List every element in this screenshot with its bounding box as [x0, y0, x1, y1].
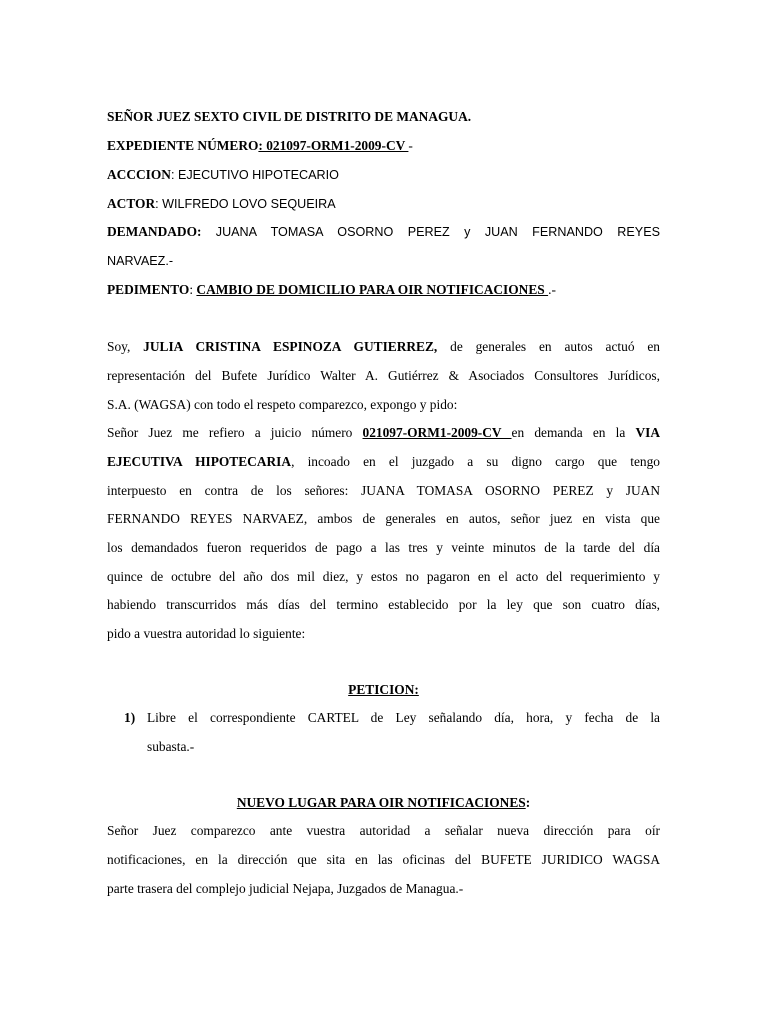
body-p2-line-6: [107, 568, 660, 586]
demandado-label: DEMANDADO:: [107, 224, 202, 239]
demandado-line-2: [107, 252, 667, 270]
p2-line4: FERNANDO REYES NARVAEZ, ambos de generales en autos, señor juez en vista que: [107, 511, 660, 526]
body-p2-line-3: [107, 482, 660, 500]
p2-via: VIA: [635, 425, 660, 440]
p1-soy: Soy,: [107, 339, 131, 354]
court-heading: [107, 108, 667, 126]
peticion-heading-text: PETICION:: [348, 682, 419, 697]
actor-value: : WILFREDO LOVO SEQUEIRA: [155, 197, 336, 211]
p1-rest: de generales en autos actuó en: [450, 339, 661, 354]
nuevo-lugar-line-1: [107, 822, 660, 840]
peticion-item-line-1: [147, 709, 660, 727]
expediente-line: [107, 137, 667, 155]
pedimento-suffix: .-: [548, 282, 556, 297]
peticion-item-text-2: subasta.-: [147, 739, 195, 754]
p1-line3: S.A. (WAGSA) con todo el respeto comparezco, expongo y pido:: [107, 397, 458, 412]
body-p1-line-3: [107, 396, 660, 414]
p2-line3: interpuesto en contra de los señores: JUANA TOMASA OSORNO PEREZ y JUAN: [107, 483, 660, 498]
expediente-label: EXPEDIENTE NÚMERO: [107, 138, 259, 153]
nuevo-lugar-heading: [107, 794, 660, 812]
body-p2-line-4: [107, 510, 660, 528]
p2-line7: habiendo transcurridos más días del termino establecido por la ley que son cuatro días,: [107, 597, 660, 612]
p2-line8: pido a vuestra autoridad lo siguiente:: [107, 626, 306, 641]
nuevo-lugar-text-2: notificaciones, en la dirección que sita en las oficinas del BUFETE JURIDICO WAGSA: [107, 852, 660, 867]
p2-mid: en demanda en la: [511, 425, 636, 440]
court-text: SEÑOR JUEZ SEXTO CIVIL DE DISTRITO DE MANAGUA.: [107, 109, 472, 124]
actor-label: ACTOR: [107, 196, 156, 211]
p1-line2: representación del Bufete Jurídico Walter A. Gutiérrez & Asociados Consultores Jurídicos,: [107, 368, 660, 383]
nuevo-lugar-text-3: parte trasera del complejo judicial Nejapa, Juzgados de Managua.-: [107, 881, 464, 896]
actor-line: [107, 195, 667, 213]
expediente-suffix: -: [408, 138, 413, 153]
accion-value: : EJECUTIVO HIPOTECARIO: [170, 168, 339, 182]
peticion-heading: [107, 681, 660, 699]
expediente-value: : 021097-ORM1-2009-CV: [258, 138, 409, 153]
body-p1-line-1: [107, 338, 660, 356]
nuevo-lugar-heading-text: NUEVO LUGAR PARA OIR NOTIFICACIONES: [236, 795, 526, 810]
p2-line6: quince de octubre del año dos mil diez, y estos no pagaron en el acto del requerimiento y: [107, 569, 660, 584]
peticion-item-number: 1): [124, 710, 136, 725]
p2-start: Señor Juez me refiero a juicio número: [107, 425, 363, 440]
pedimento-value: CAMBIO DE DOMICILIO PARA OIR NOTIFICACIONES: [196, 282, 549, 297]
accion-label: ACCCION: [107, 167, 171, 182]
nuevo-lugar-text-1: Señor Juez comparezco ante vuestra autoridad a señalar nueva dirección para oír: [107, 823, 660, 838]
accion-line: [107, 166, 667, 184]
body-p2-line-8: [107, 625, 660, 643]
nuevo-lugar-line-2: [107, 851, 660, 869]
body-p2-line-1: [107, 424, 660, 442]
p2-line5: los demandados fueron requeridos de pago a las tres y veinte minutos de la tarde del día: [107, 540, 660, 555]
nuevo-lugar-heading-suffix: :: [525, 795, 531, 810]
body-p2-line-5: [107, 539, 660, 557]
p2-line2-rest: , incoado en el juzgado a su digno cargo que tengo: [291, 454, 660, 469]
peticion-item-line-2: [147, 738, 660, 756]
p2-expediente: 021097-ORM1-2009-CV: [362, 425, 512, 440]
p2-ejecutiva: EJECUTIVA HIPOTECARIA: [107, 454, 292, 469]
pedimento-line: [107, 281, 667, 299]
p1-name: JULIA CRISTINA ESPINOZA GUTIERREZ,: [143, 339, 438, 354]
body-p2-line-7: [107, 596, 660, 614]
demandado-value-cont: NARVAEZ.-: [107, 254, 174, 268]
body-p2-line-2: [107, 453, 660, 471]
demandado-line-1: [107, 223, 660, 241]
pedimento-label: PEDIMENTO: [107, 282, 190, 297]
demandado-value: JUANA TOMASA OSORNO PEREZ y JUAN FERNANDO REYES: [215, 225, 660, 239]
peticion-item-text-1: Libre el correspondiente CARTEL de Ley señalando día, hora, y fecha de la: [147, 710, 660, 725]
nuevo-lugar-line-3: [107, 880, 660, 898]
body-p1-line-2: [107, 367, 660, 385]
pedimento-colon: :: [189, 282, 197, 297]
